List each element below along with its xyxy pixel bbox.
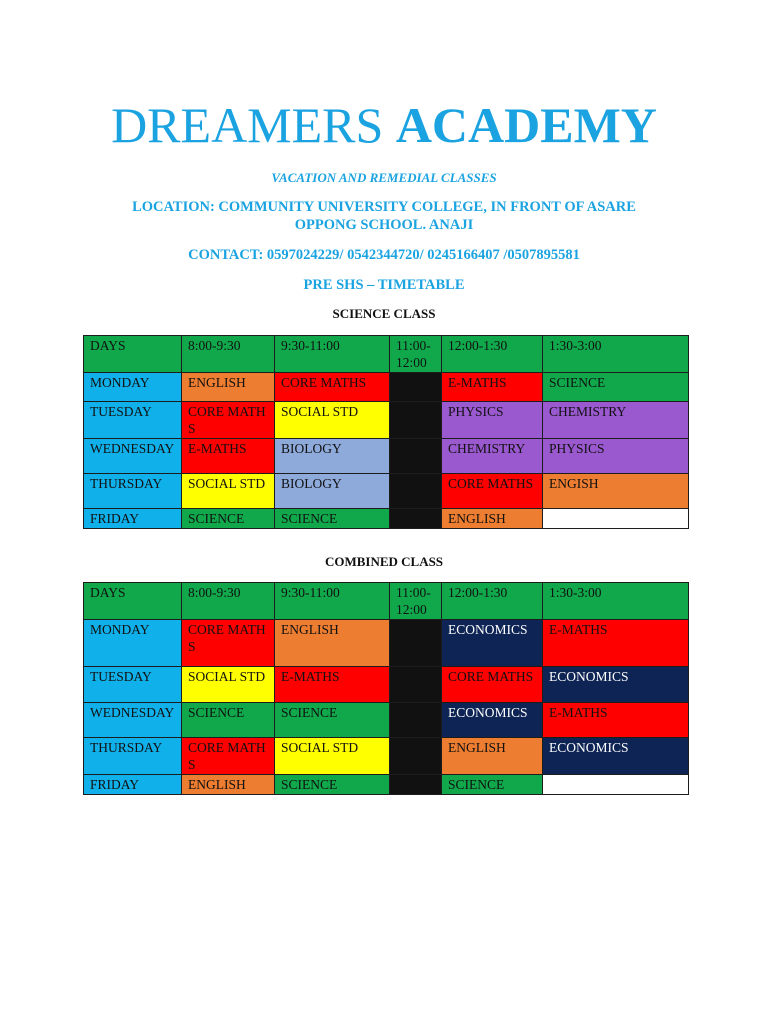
subject-cell: SOCIAL STD (182, 474, 275, 509)
break-cell (390, 402, 442, 439)
subject-cell: SCIENCE (275, 703, 390, 738)
page-title (0, 96, 768, 154)
title-dreamers: DREAMERS (111, 97, 384, 153)
header-cell: 11:00-12:00 (390, 336, 442, 373)
table-row (84, 402, 689, 439)
subject-cell: E-MATHS (182, 439, 275, 474)
header-cell: 12:00-1:30 (442, 336, 543, 373)
break-cell (390, 373, 442, 402)
day-cell: MONDAY (84, 620, 182, 667)
subject-cell: BIOLOGY (275, 474, 390, 509)
subject-cell: ECONOMICS (543, 667, 689, 703)
subject-cell: PHYSICS (543, 439, 689, 474)
day-cell: THURSDAY (84, 474, 182, 509)
subject-cell: ENGLISH (275, 620, 390, 667)
subject-cell: ENGISH (543, 474, 689, 509)
table-row (84, 667, 689, 703)
header-cell: 8:00-9:30 (182, 583, 275, 620)
subject-cell: CORE MATHS (275, 373, 390, 402)
subject-cell: PHYSICS (442, 402, 543, 439)
header-cell: 12:00-1:30 (442, 583, 543, 620)
subject-cell (543, 775, 689, 795)
subject-cell: SCIENCE (275, 775, 390, 795)
break-cell (390, 775, 442, 795)
break-cell (390, 738, 442, 775)
subject-cell: SOCIAL STD (182, 667, 275, 703)
table-row (84, 509, 689, 529)
subject-cell: SCIENCE (275, 509, 390, 529)
table-row (84, 775, 689, 795)
location-line-1: LOCATION: COMMUNITY UNIVERSITY COLLEGE, IN FRONT OF ASARE (132, 199, 636, 215)
location-line-2: OPPONG SCHOOL. ANAJI (294, 217, 474, 233)
table-row (84, 620, 689, 667)
table-row (84, 703, 689, 738)
day-cell: TUESDAY (84, 402, 182, 439)
header-row (84, 583, 689, 620)
subject-cell: SOCIAL STD (275, 402, 390, 439)
table-row (84, 373, 689, 402)
subject-cell: E-MATHS (275, 667, 390, 703)
header-cell: DAYS (84, 336, 182, 373)
break-cell (390, 509, 442, 529)
day-cell: THURSDAY (84, 738, 182, 775)
header-cell: 8:00-9:30 (182, 336, 275, 373)
subject-cell: CHEMISTRY (543, 402, 689, 439)
subject-cell: SCIENCE (442, 775, 543, 795)
subject-cell: SOCIAL STD (275, 738, 390, 775)
subject-cell: ENGLISH (182, 775, 275, 795)
timetable-title: PRE SHS – TIMETABLE (303, 277, 465, 293)
subject-cell: ENGLISH (442, 738, 543, 775)
header-cell: 9:30-11:00 (275, 336, 390, 373)
subject-cell: ECONOMICS (543, 738, 689, 775)
break-cell (390, 620, 442, 667)
contact-line: CONTACT: 0597024229/ 0542344720/ 0245166407 /0507895581 (188, 247, 580, 263)
subject-cell: E-MATHS (543, 703, 689, 738)
table-row (84, 474, 689, 509)
header-row (84, 336, 689, 373)
subject-cell (543, 509, 689, 529)
subject-cell: CORE MATHS (182, 620, 275, 667)
day-cell: FRIDAY (84, 775, 182, 795)
header-cell: DAYS (84, 583, 182, 620)
day-cell: WEDNESDAY (84, 439, 182, 474)
subject-cell: ENGLISH (442, 509, 543, 529)
day-cell: FRIDAY (84, 509, 182, 529)
break-cell (390, 474, 442, 509)
break-cell (390, 439, 442, 474)
subject-cell: CORE MATHS (442, 474, 543, 509)
subject-cell: CORE MATHS (182, 738, 275, 775)
day-cell: MONDAY (84, 373, 182, 402)
subject-cell: CORE MATHS (442, 667, 543, 703)
table-row (84, 439, 689, 474)
subject-cell: CORE MATHS (182, 402, 275, 439)
subject-cell: BIOLOGY (275, 439, 390, 474)
subject-cell: E-MATHS (442, 373, 543, 402)
science-class-title: SCIENCE CLASS (332, 306, 436, 321)
table-row (84, 738, 689, 775)
header-cell: 9:30-11:00 (275, 583, 390, 620)
header-cell: 11:00-12:00 (390, 583, 442, 620)
header-cell: 1:30-3:00 (543, 583, 689, 620)
header-cell: 1:30-3:00 (543, 336, 689, 373)
day-cell: WEDNESDAY (84, 703, 182, 738)
combined-class-title: COMBINED CLASS (324, 554, 444, 569)
subject-cell: SCIENCE (182, 703, 275, 738)
title-academy: ACADEMY (395, 97, 657, 153)
day-cell: TUESDAY (84, 667, 182, 703)
break-cell (390, 667, 442, 703)
subject-cell: SCIENCE (543, 373, 689, 402)
subject-cell: SCIENCE (182, 509, 275, 529)
combined-timetable (83, 582, 689, 795)
break-cell (390, 703, 442, 738)
subject-cell: ECONOMICS (442, 620, 543, 667)
subject-cell: CHEMISTRY (442, 439, 543, 474)
subtitle: VACATION AND REMEDIAL CLASSES (271, 170, 497, 185)
subject-cell: ENGLISH (182, 373, 275, 402)
science-timetable (83, 335, 689, 529)
subject-cell: ECONOMICS (442, 703, 543, 738)
subject-cell: E-MATHS (543, 620, 689, 667)
